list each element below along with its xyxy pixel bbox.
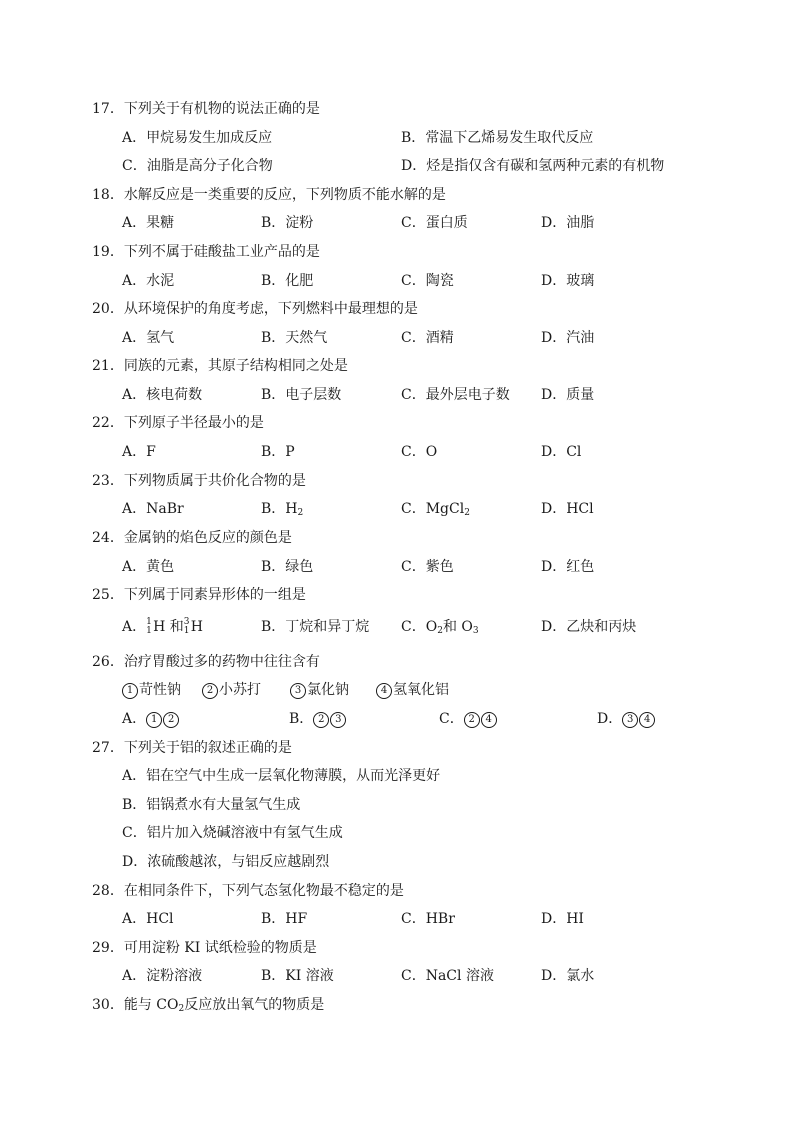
question-17-option-a: A．甲烷易发生加成反应 bbox=[122, 130, 273, 146]
question-25-option-d: D．乙炔和丙炔 bbox=[541, 619, 637, 635]
option-letter: B． bbox=[289, 711, 314, 727]
option-c-prefix: C．O bbox=[401, 619, 438, 635]
option-c-text: C．MgCl bbox=[401, 501, 465, 517]
question-23-option-d: D．HCl bbox=[541, 501, 594, 517]
question-18-option-b: B．淀粉 bbox=[261, 215, 314, 231]
question-19-option-d: D．玻璃 bbox=[541, 273, 595, 289]
subscript: 2 bbox=[437, 626, 443, 636]
item-text: 苛性钠 bbox=[139, 682, 181, 698]
question-27-option-c: C．铝片加入烧碱溶液中有氢气生成 bbox=[122, 825, 343, 841]
isotope-notation-2 bbox=[184, 617, 191, 637]
isotope-notation-1 bbox=[146, 617, 153, 637]
question-20-option-b: B．天然气 bbox=[261, 330, 328, 346]
question-24-option-c: C．紫色 bbox=[401, 559, 454, 575]
option-letter: C． bbox=[439, 711, 464, 727]
question-24-option-a: A．黄色 bbox=[122, 559, 175, 575]
question-24-stem: 24．金属钠的焰色反应的颜色是 bbox=[92, 530, 292, 546]
option-b-text: B．H bbox=[261, 501, 298, 517]
circled-number: 1 bbox=[122, 683, 138, 699]
question-17-option-c: C．油脂是高分子化合物 bbox=[122, 158, 273, 174]
question-28-option-d: D．HI bbox=[541, 911, 584, 927]
question-20-stem: 20．从环境保护的角度考虑，下列燃料中最理想的是 bbox=[92, 301, 418, 317]
circled-number: 3 bbox=[622, 712, 638, 728]
question-18-option-a: A．果糖 bbox=[122, 215, 175, 231]
circled-number: 3 bbox=[290, 683, 306, 699]
question-18-option-c: C．蛋白质 bbox=[401, 215, 468, 231]
circled-number: 2 bbox=[202, 683, 218, 699]
circled-number: 4 bbox=[376, 683, 392, 699]
question-20-option-c: C．酒精 bbox=[401, 330, 454, 346]
question-23-option-a: A．NaBr bbox=[122, 501, 184, 517]
question-18-stem: 18．水解反应是一类重要的反应，下列物质不能水解的是 bbox=[92, 187, 446, 203]
question-17-stem: 17．下列关于有机物的说法正确的是 bbox=[92, 101, 320, 117]
question-22-option-b: B．P bbox=[261, 444, 295, 460]
option-c-middle: 和 O bbox=[442, 619, 473, 635]
question-21-stem: 21．同族的元素，其原子结构相同之处是 bbox=[92, 358, 348, 374]
question-21-option-a: A．核电荷数 bbox=[122, 387, 203, 403]
subscript: 2 bbox=[178, 1004, 185, 1014]
subscript: 2 bbox=[297, 508, 304, 518]
circled-number: 2 bbox=[313, 712, 329, 728]
option-a-prefix: A． bbox=[122, 619, 147, 635]
question-26-stem: 26．治疗胃酸过多的药物中往往含有 bbox=[92, 654, 320, 670]
question-29-option-b: B．KI 溶液 bbox=[261, 968, 334, 984]
circled-number: 2 bbox=[464, 712, 480, 728]
question-25-option-b: B．丁烷和异丁烷 bbox=[261, 619, 370, 635]
question-25-stem: 25．下列属于同素异形体的一组是 bbox=[92, 587, 306, 603]
atomic-number: 1 bbox=[146, 626, 152, 636]
question-23-stem: 23．下列物质属于共价化合物的是 bbox=[92, 473, 306, 489]
circled-number: 4 bbox=[639, 712, 655, 728]
question-19-stem: 19．下列不属于硅酸盐工业产品的是 bbox=[92, 244, 320, 260]
question-25-option-c bbox=[401, 617, 479, 637]
question-29-option-c: C．NaCl 溶液 bbox=[401, 968, 494, 984]
question-22-stem: 22．下列原子半径最小的是 bbox=[92, 415, 264, 431]
option-letter: D． bbox=[597, 711, 623, 727]
question-27-stem: 27．下列关于铝的叙述正确的是 bbox=[92, 740, 292, 756]
question-18-option-d: D．油脂 bbox=[541, 215, 595, 231]
question-26-item-1 bbox=[122, 680, 181, 700]
question-26-option-c bbox=[439, 709, 498, 729]
question-29-option-a: A．淀粉溶液 bbox=[122, 968, 203, 984]
question-19-option-a: A．水泥 bbox=[122, 273, 175, 289]
question-24-option-d: D．红色 bbox=[541, 559, 595, 575]
item-text: 氯化钠 bbox=[307, 682, 349, 698]
question-19-option-b: B．化肥 bbox=[261, 273, 314, 289]
atomic-number: 1 bbox=[183, 626, 190, 636]
question-21-option-d: D．质量 bbox=[541, 387, 595, 403]
question-22-option-a: A．F bbox=[122, 444, 156, 460]
question-20-option-d: D．汽油 bbox=[541, 330, 595, 346]
item-text: 小苏打 bbox=[219, 682, 261, 698]
stem-pre: 30．能与 CO bbox=[92, 997, 179, 1013]
mass-number: 3 bbox=[183, 617, 190, 627]
circled-number: 4 bbox=[481, 712, 497, 728]
question-24-option-b: B．绿色 bbox=[261, 559, 314, 575]
stem-post: 反应放出氧气的物质是 bbox=[184, 997, 325, 1013]
question-22-option-d: D．Cl bbox=[541, 444, 582, 460]
question-23-option-c bbox=[401, 499, 470, 519]
circled-number: 2 bbox=[163, 712, 179, 728]
question-21-option-c: C．最外层电子数 bbox=[401, 387, 510, 403]
question-27-option-d: D．浓硫酸越浓，与铝反应越剧烈 bbox=[122, 854, 330, 870]
question-23-option-b bbox=[261, 499, 303, 519]
question-27-option-a: A．铝在空气中生成一层氧化物薄膜，从而光泽更好 bbox=[122, 768, 441, 784]
question-26-item-2 bbox=[202, 680, 261, 700]
option-a-middle: H 和 bbox=[153, 619, 184, 635]
question-26-item-4 bbox=[376, 680, 449, 700]
question-26-option-a bbox=[122, 709, 180, 729]
question-20-option-a: A．氢气 bbox=[122, 330, 175, 346]
mass-number: 1 bbox=[146, 617, 152, 627]
question-28-option-b: B．HF bbox=[261, 911, 308, 927]
question-19-option-c: C．陶瓷 bbox=[401, 273, 454, 289]
circled-number: 3 bbox=[330, 712, 346, 728]
question-29-option-d: D．氯水 bbox=[541, 968, 595, 984]
question-22-option-c: C．O bbox=[401, 444, 438, 460]
question-26-option-d bbox=[597, 709, 656, 729]
question-28-stem: 28．在相同条件下，下列气态氢化物最不稳定的是 bbox=[92, 883, 404, 899]
question-26-option-b bbox=[289, 709, 347, 729]
question-27-option-b: B．铝锅煮水有大量氢气生成 bbox=[122, 797, 301, 813]
subscript: 2 bbox=[464, 508, 470, 518]
option-letter: A． bbox=[122, 711, 147, 727]
question-28-option-c: C．HBr bbox=[401, 911, 455, 927]
circled-number: 1 bbox=[146, 712, 162, 728]
question-21-option-b: B．电子层数 bbox=[261, 387, 342, 403]
subscript: 3 bbox=[472, 626, 479, 636]
item-text: 氢氧化铝 bbox=[393, 682, 449, 698]
question-17-option-b: B．常温下乙烯易发生取代反应 bbox=[401, 130, 594, 146]
question-25-option-a bbox=[122, 617, 203, 637]
question-29-stem: 29．可用淀粉 KI 试纸检验的物质是 bbox=[92, 940, 317, 956]
question-30-stem bbox=[92, 995, 324, 1015]
question-26-item-3 bbox=[290, 680, 349, 700]
question-28-option-a: A．HCl bbox=[122, 911, 174, 927]
question-17-option-d: D．烃是指仅含有碳和氢两种元素的有机物 bbox=[401, 158, 665, 174]
option-a-end: H bbox=[190, 619, 204, 635]
